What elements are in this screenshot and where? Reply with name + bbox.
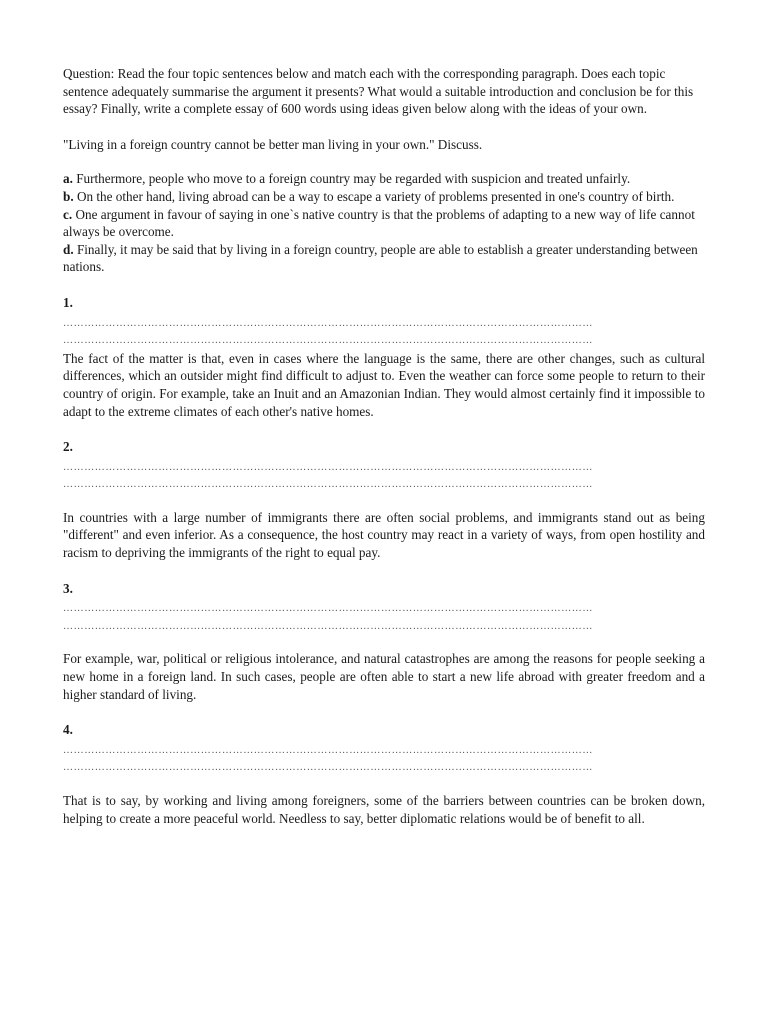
answer-line[interactable]: …………………………………………………………………………………………………………………………………… [63,744,593,756]
topic-text-c: One argument in favour of saying in one`s native country is that the problems of adapting to a new way of life cannot always be overcome. [63,206,695,240]
answer-line[interactable]: …………………………………………………………………………………………………………………………………… [63,479,593,491]
question-text: Question: Read the four topic sentences below and match each with the corresponding paragraph. Does each topic sentence adequately summarise the argument it presents? What would a suitable introduction and conclusion be for this essay? Finally, write a complete essay of 600 words using ideas given below along with the ideas of your own. [63,66,694,117]
topic-letter-a: a. [63,171,73,187]
section-paragraph: The fact of the matter is that, even in cases where the language is the same, there are other changes, such as cultural differences, which an outsider might find difficult to adjust to. Even the weather can force some people to return to their country of origin. For example, take an Inuit and an Amazonian Indian. They would almost certainly find it impossible to adapt to the extreme climates of each other's native homes. [63,350,705,419]
topic-letter-d: d. [63,241,74,257]
answer-line[interactable]: …………………………………………………………………………………………………………………………………… [63,317,593,329]
topic-letter-b: b. [63,188,74,204]
answer-line[interactable]: …………………………………………………………………………………………………………………………………… [63,335,593,347]
section-number: 4. [63,722,73,738]
section-paragraph: For example, war, political or religious intolerance, and natural catastrophes are among the reasons for people seeking a new home in a foreign land. In such cases, people are often able to start a new life abroad with greater freedom and a higher standard of living. [63,651,705,702]
section-2 [63,438,705,562]
topic-text-b: On the other hand, living abroad can be a way to escape a variety of problems presented in one's country of birth. [73,188,675,204]
topic-text-a: Furthermore, people who move to a foreign country may be regarded with suspicion and treated unfairly. [72,171,631,187]
topic-sentence-c [63,206,705,241]
answer-line[interactable]: …………………………………………………………………………………………………………………………………… [63,461,593,473]
topic-sentence-b [63,188,705,206]
essay-prompt: "Living in a foreign country cannot be better man living in your own." Discuss. [63,136,483,152]
section-paragraph: That is to say, by working and living among foreigners, some of the barriers between countries can be broken down, helping to create a more peaceful world. Needless to say, better diplomatic relations would be of benefit to all. [63,793,705,826]
topic-sentence-d [63,241,705,276]
topic-text-d: Finally, it may be said that by living in a foreign country, people are able to establish a greater understanding between nations. [63,241,698,275]
worksheet-page [63,65,705,845]
section-number: 3. [63,580,73,596]
topic-letter-c: c. [63,206,73,222]
topic-sentences [63,170,705,276]
section-number: 2. [63,439,73,455]
answer-line[interactable]: …………………………………………………………………………………………………………………………………… [63,762,593,774]
section-number: 1. [63,294,73,310]
answer-line[interactable]: …………………………………………………………………………………………………………………………………… [63,620,593,632]
section-paragraph: In countries with a large number of immigrants there are often social problems, and immigrants stand out as being "different" and even inferior. As a consequence, the host country may react in a variety of ways, from open hostility and racism to depriving the immigrants of the right to equal pay. [63,509,705,561]
section-4 [63,721,705,827]
answer-line[interactable]: …………………………………………………………………………………………………………………………………… [63,603,593,615]
section-1 [63,294,705,420]
section-3 [63,580,705,704]
topic-sentence-a [63,170,705,188]
